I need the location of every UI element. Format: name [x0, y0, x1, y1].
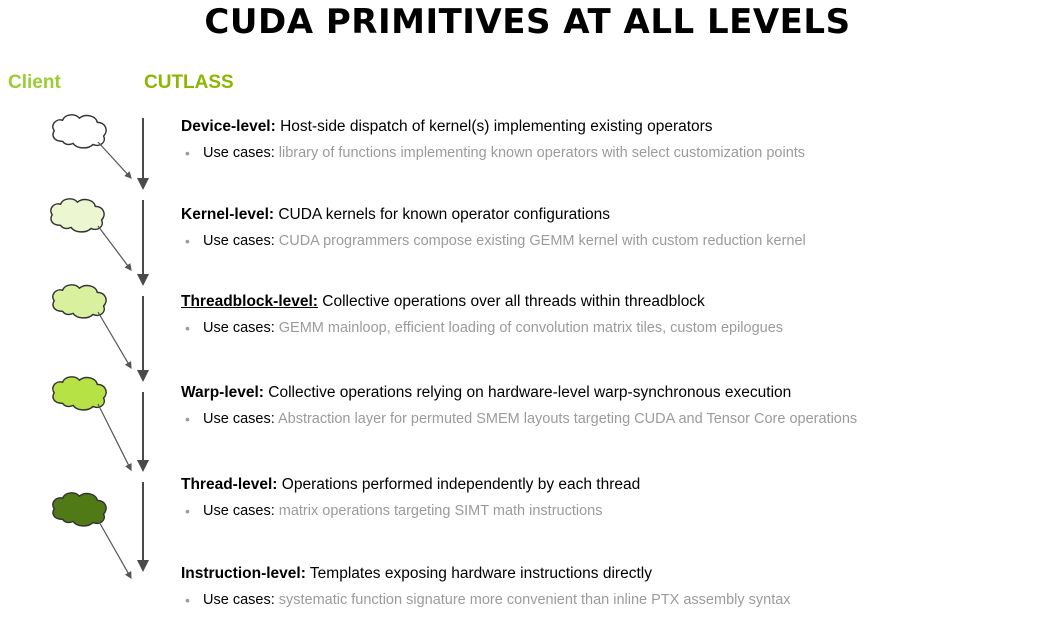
use-case-label: Use cases: — [203, 592, 275, 608]
entry-level-label: Thread-level: — [181, 476, 278, 493]
entry-description: Collective operations over all threads within threadblock — [317, 293, 705, 310]
level-diagram — [0, 100, 175, 620]
entry-heading — [181, 475, 1046, 495]
entry-use-case — [181, 502, 1046, 521]
bullet-icon: • — [185, 411, 190, 427]
bullet-icon: • — [185, 233, 190, 249]
entry-heading — [181, 117, 1046, 137]
column-heading-client: Client — [8, 72, 61, 93]
page-title: CUDA PRIMITIVES AT ALL LEVELS — [204, 2, 851, 42]
entry-heading — [181, 205, 1046, 225]
entry-heading — [181, 292, 1046, 312]
entry-description: Operations performed independently by each thread — [277, 476, 641, 493]
entry-threadblock-level — [181, 292, 1046, 338]
bullet-icon: • — [185, 503, 190, 519]
entry-level-label: Device-level: — [181, 118, 276, 135]
entry-heading — [181, 564, 1046, 584]
entry-use-case — [181, 319, 1046, 338]
use-case-label: Use cases: — [203, 145, 275, 161]
entry-use-case — [181, 410, 1046, 429]
use-case-text: systematic function signature more convenient than inline PTX assembly syntax — [274, 592, 791, 608]
entry-description: Host-side dispatch of kernel(s) implementing existing operators — [275, 118, 713, 135]
entry-kernel-level — [181, 205, 1046, 251]
entry-device-level — [181, 117, 1046, 163]
use-case-label: Use cases: — [203, 320, 275, 336]
entry-level-label: Threadblock-level: — [181, 293, 318, 310]
bullet-icon: • — [185, 592, 190, 608]
entry-level-label: Kernel-level: — [181, 206, 275, 223]
entry-description: Templates exposing hardware instructions directly — [305, 565, 652, 582]
entry-use-case — [181, 591, 1046, 610]
bullet-icon: • — [185, 145, 190, 161]
column-heading-cutlass: CUTLASS — [144, 72, 234, 93]
entry-description: Collective operations relying on hardware-level warp-synchronous execution — [263, 384, 792, 401]
use-case-label: Use cases: — [203, 503, 275, 519]
entry-level-label: Warp-level: — [181, 384, 264, 401]
bullet-icon: • — [185, 320, 190, 336]
entry-instruction-level — [181, 564, 1046, 610]
use-case-text: matrix operations targeting SIMT math instructions — [274, 503, 603, 519]
entry-use-case — [181, 232, 1046, 251]
entry-thread-level — [181, 475, 1046, 521]
use-case-text: GEMM mainloop, efficient loading of convolution matrix tiles, custom epilogues — [274, 320, 784, 336]
entry-warp-level — [181, 383, 1046, 429]
entry-use-case — [181, 144, 1046, 163]
entry-heading — [181, 383, 1046, 403]
entry-description: CUDA kernels for known operator configurations — [274, 206, 611, 223]
entry-level-label: Instruction-level: — [181, 565, 306, 582]
use-case-text: CUDA programmers compose existing GEMM kernel with custom reduction kernel — [274, 233, 806, 249]
use-case-label: Use cases: — [203, 233, 275, 249]
use-case-text: library of functions implementing known operators with select customization points — [274, 145, 806, 161]
use-case-text: Abstraction layer for permuted SMEM layouts targeting CUDA and Tensor Core operations — [274, 411, 858, 427]
use-case-label: Use cases: — [203, 411, 275, 427]
